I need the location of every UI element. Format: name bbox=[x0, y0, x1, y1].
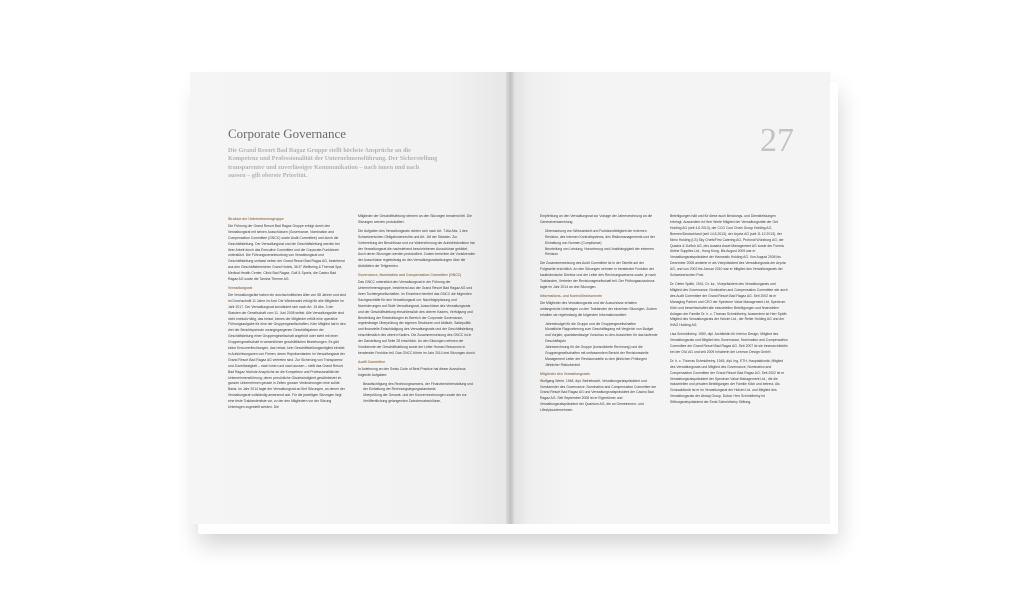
body-paragraph: Empfehlung an den Verwaltungsrat zur Vorlage der Jahresrechnung an die Generalversammlung bbox=[540, 214, 653, 224]
bullet-item: • Überwachung von Wirksamkeit und Funktionsfähigkeit der externen Revision, des internen Kontrollsystems, des Risikomanagements und der Einhaltung von Normen (Compliance) bbox=[545, 229, 658, 247]
page-number: 27 bbox=[760, 122, 794, 159]
bullet-item: • Jahresrechnung für die Gruppe (konsolidierte Rechnung) und die Gruppengesellschaften mit umfassendem Bericht der Revisionsstelle bbox=[545, 345, 658, 357]
section-heading: Mitglieder des Verwaltungsrats bbox=[540, 371, 590, 376]
page-title: Corporate Governance bbox=[228, 126, 347, 141]
body-paragraph: In Anlehnung an den Swiss Code of Best Practice hat dieser Ausschuss folgende Aufgaben: bbox=[358, 366, 466, 377]
section-heading: Verwaltungsrat bbox=[228, 285, 253, 290]
left-page bbox=[190, 72, 510, 524]
body-paragraph: Beteiligungen hält und für diese auch Beratungs- und Dienstleistungen erbringt. Ausserdem ist Herr Werlé Mitglied der Verwaltungsräte der Get Holding AG (seit 4.6.2013), der CCG Cool Chain Group Holding AG, Bremen/Deutschland (seit 14.6.2013), der Aryzta AG (seit 11.12.2013), der Nimo Holding (LS) Sky Chefs/First Catering AG, Profondi Würzburg AG, der Quadra & Zurfluh AG, des Avaaria Asset Management AG sowie der Formia Airline Supplies Ltd., Hong Kong. Bis August 2009 war er Verwaltungsratspräsident der Hanseatic Holding AG. Von August 2008 bis Dezember 2008 amtierte er als Vizepräsident des Verwaltungsrats der Aryzta AG, und von 2002 bis Januar 2010 war er Mitglied des Verwaltungsrats der Schweizerischen Post. bbox=[670, 214, 786, 278]
section-heading: Informations- und Kontrollinstrumente bbox=[540, 293, 603, 298]
bullet-list bbox=[358, 382, 476, 406]
left-column-2 bbox=[358, 214, 476, 489]
bullet-item: • Beaufsichtigung des Rechnungswesens, der Finanzberichterstattung und der Einhaltung der Rechnungslegungsstandards bbox=[363, 382, 476, 394]
right-column-1 bbox=[540, 214, 658, 464]
right-page bbox=[510, 72, 830, 524]
body-paragraph: Das GNCC unterstützt den Verwaltungsrat in der Führung der Unternehmensgruppe, bestehend aus der Grand Resort Bad Ragaz AG und ihren Tochtergesellschaften. Im Einzelnen bereitet das GNCC die folgenden Sachgeschäfte für den Verwaltungsrat vor: Nachfolgeplanung und Nominierungen auf Stufe Verwaltungsrat, Ausschüsse des Verwaltungsrats und der Geschäftsleitung einschliesslich des oberen Kaders, Verfolgung und Beurteilung der Entwicklungen im Bereich der Corporate Governance, regelmässige Überprüfung der eigenen Strukturen und Abläufe, Salärpolitik und finanzielle Entschädigung des Verwaltungsrats und der Geschäftsleitung einschliesslich des oberen Kaders. Die Zusammensetzung des GNCC ist in der Darstellung auf Seite 28 ersichtlich. An den Sitzungen nehmen der Vorsitzende der Geschäftsleitung sowie der Leiter Human Resources in beratender Funktion teil. Das GNCC führte im Jahr 2014 drei Sitzungen durch. bbox=[358, 280, 476, 355]
bullet-list bbox=[540, 229, 658, 259]
body-paragraph: Dr. h. c. Thomas Schmidheiny, 1945, dipl. Ing. ETH, Hauptaktionär, Mitglied des Verwaltungsrats und Mitglied des Governance, Nomination and Compensation Committee der Grand Resort Bad Ragaz AG. Seit 2002 ist er Verwaltungsratspräsident der Spectrum Value Management Ltd., die die industriellen und privaten Beteiligungen der Familie Kilch und betreut. Als Grossaktionär ist er im Verwaltungsrat der Holcim Ltd. und Mitglied des Verwaltungsrats der Abraaj Group, Dubai. Herr Schmidheiny ist Stiftungsratspräsident der Ernst Schmidheiny Stiftung. bbox=[670, 358, 785, 405]
body-paragraph: Die Mitglieder des Verwaltungsrats und der Ausschüsse erhalten umfangreiche Unterlagen zu den Traktanden der einzelnen Sitzungen. Zudem erhalten sie regelmässig die folgenden Informationsmittel: bbox=[540, 300, 657, 317]
section-heading: Governance, Nomination and Compensation Committee (GNCC) bbox=[358, 273, 462, 278]
body-paragraph: Mitglieder der Geschäftsleitung nehmen an den Sitzungen beratend teil. Die Sitzungen werden protokolliert. bbox=[358, 214, 472, 224]
open-brochure bbox=[190, 72, 838, 530]
section-heading: Audit Committee bbox=[358, 359, 386, 364]
body-paragraph: Die Aufgaben des Verwaltungsrats richten sich nach Art. 716a Abs. 1 des Schweizerischen Obligationenrechts und Art. 16f der Statuten. Zur Vorbereitung der Beschlüsse und zur Wahrnehmung der Aufsichtsfunktion hat der Verwaltungsrat die nachstehend beschriebenen Ausschüsse gebildet. Auch deren Sitzungen werden protokolliert. Zudem berichten die Vorsitzenden der Ausschüsse regelmässig an den Verwaltungsratssitzungen über die Aktivitäten der Teilgremien. bbox=[358, 228, 476, 269]
lead-paragraph: Die Grand Resort Bad Ragaz Gruppe stellt höchste Ansprüche an die Kompetenz und Professionalität der Unternehmensführung. Der Sicherstellung transparenter und zuverlässiger Kommunikation – nach innen und nach aussen – gilt oberste Priorität. bbox=[228, 147, 438, 179]
bullet-item: • Beurteilung von Leistung, Honorierung und Unabhängigkeit der externen Revision bbox=[545, 247, 658, 259]
body-paragraph: Die Zusammensetzung des Audit Committee ist in der Tabelle auf der Folgeseite ersichtlich. An den Sitzungen nehmen in beratender Funktion der kaufmännische Direktor und der Leiter des Rechnungswesens sowie, je nach Traktanden, Vertreter der Revisionsgesellschaft teil. Der Prüfungsausschuss tagte im Jahr 2014 an drei Sitzungen. bbox=[540, 261, 656, 289]
bullet-item: • Monatliche Rapportierung zum Geschäftsgang mit Vergleich von Budget und Vorjahr, quartalsmässige Vorschau zu den Aussichten für das laufende Geschäftsjahr bbox=[545, 327, 658, 345]
bullet-item: • Management Letter der Revisionsstelle zu den jährlichen Prüfungen bbox=[545, 357, 658, 363]
left-column-1 bbox=[228, 214, 346, 489]
body-paragraph: Lisa Schmidheiny, 1980, dipl. Architektin für Interior Design, Mitglied des Verwaltungsrats und Mitglied des Governance, Nomination and Compensation Committee der Grand Resort Bad Ragaz AG. Seit 2007 ist sie Innenarchitektin bei der OIU AG und seit 2009 Inhaberin der Lexmon Design GmbH. bbox=[670, 332, 788, 354]
bullet-list bbox=[540, 322, 658, 369]
body-paragraph: Dr. Dieter Späth, 1941, Dr. iur., Vizepräsident des Verwaltungsrats und Mitglied des Governance, Nomination and Compensation Committee wie auch des Audit Committee der Grand Resort Bad Ragaz AG. Seit 2002 ist er Managing Partner und CEO der Spectrum Value Management Ltd, Spectrum Kilch und beweirtschaftet alle industriellen Beteiligungen und finanziellen Anlagen der Familie Dr. h. c. Thomas Schmidheiny. Ausserdem ist Herr Späth Mitglied des Verwaltungsrats der Holcim Ltd., der Reiter Holding AG und der IHAG Holding AG. bbox=[670, 281, 788, 328]
bullet-item: • Jährlicher Risikobericht bbox=[545, 363, 658, 369]
section-heading: Struktur der Unternehmensgruppe bbox=[228, 217, 284, 221]
body-paragraph: Die Verwaltungsräte haben ein durchschnittliches Alter von 58 Jahren und sind im Durchschnitt 11 Jahre im Amt. Die Wiederwahl erfolgt für alle Mitglieder im Jahr 2017. Der Verwaltungsrat konstituiert sich nach Art. 15 Abs. 3 der Statuten der Gesellschaft vom 11. Juni 2008 selbst. Alle Verwaltungsräte sind nicht exekutiv tätig, das heisst, keines der Mitglieder erfüllt eine operative Führungsaufgabe für eine der Gruppengesellschaften. Kein Mitglied hat in den drei der Berichtsperiode vorangegangenen Geschäftsjahren der Geschäftsleitung einer Gruppengesellschaft angehört oder steht mit einer Gruppengesellschaft in wesentlichen geschäftlichen Beziehungen. Es gibt keine Kreuzverflechtungen, das heisst, kein Geschäftsleitungsmitglied einsitzt in Aufsichtsorganen von Firmen, deren Repräsentanten im Verwaltungsrat der Grand Resort Bad Ragaz AG vertreten sind. Zur Sicherung von Transparenz und Zuverlässigkeit – nach innen und nach aussen – stellt das Grand Resort Bad Ragaz höchste Ansprüche an die Kompetenz und Professionalität der Unternehmensführung, deren persönliche Glaubwürdigkeit gewährleistet im ganzen Unternehmen gerade in Zeiten grosser Veränderungen eine solide Basis. Im Jahr 2014 tagte der Verwaltungsrat an fünf Sitzungen, an denen der Verwaltungsrat vollständig anwesend war. Für die jeweiligen Sitzungen liegt eine feste Traktandenliste vor, zu der den Mitgliedern vor der Sitzung Unterlagen zugestellt werden. Die bbox=[228, 292, 346, 410]
body-paragraph: Wolfgang Werlé, 1948, dipl. Betriebswirt, Verwaltungsratspräsident und Vorsitzender des Governance, Nomination and Compensation Committee der Grand Resort Bad Ragaz AG und Verwaltungsratspräsident der Casino Bad Ragaz AG. Seit September 2008 ist er Eigentümer und Verwaltungsratspräsident der Quantum AG, die an Gemeinnnen- und Lifestylounternehmen bbox=[540, 378, 657, 413]
bullet-item: • Jahresbudget für die Gruppe und die Gruppengesellschaften bbox=[545, 322, 658, 328]
bullet-item: • Überprüfung der Gesamt- und der Konzernrechnungen sowie der zur Veröffentlichung gelangenden Zwischenabschlüsse, bbox=[363, 393, 476, 405]
page-gutter bbox=[506, 72, 514, 524]
right-column-2 bbox=[670, 214, 788, 464]
body-paragraph: Die Führung der Grand Resort Bad Ragaz Gruppe erfolgt durch den Verwaltungsrat mit seinen Ausschüssen (Governance, Nomination and Compensation Committee (GNCC) sowie Audit Committee) und durch die Geschäftsleitung. Der Verwaltungsrat und die Geschäftsleitung werden bei ihrer Arbeit durch das Executive Committee und die Corporate-Funktionen unterstützt. Die Führungsverantwortung von Verwaltungsrat und Geschäftsleitung umfasst neben der Grand Resort Bad Ragaz AG, bestehend aus den Geschäftsbereichen Grand Hotels, 36.5° Wellbeing & Thermal Spa, Medical Health Center, Clinic Bad Ragaz, Golf & Sports, die Casino Bad Ragaz AG sowie die Tamina Therme AG. bbox=[228, 223, 345, 282]
